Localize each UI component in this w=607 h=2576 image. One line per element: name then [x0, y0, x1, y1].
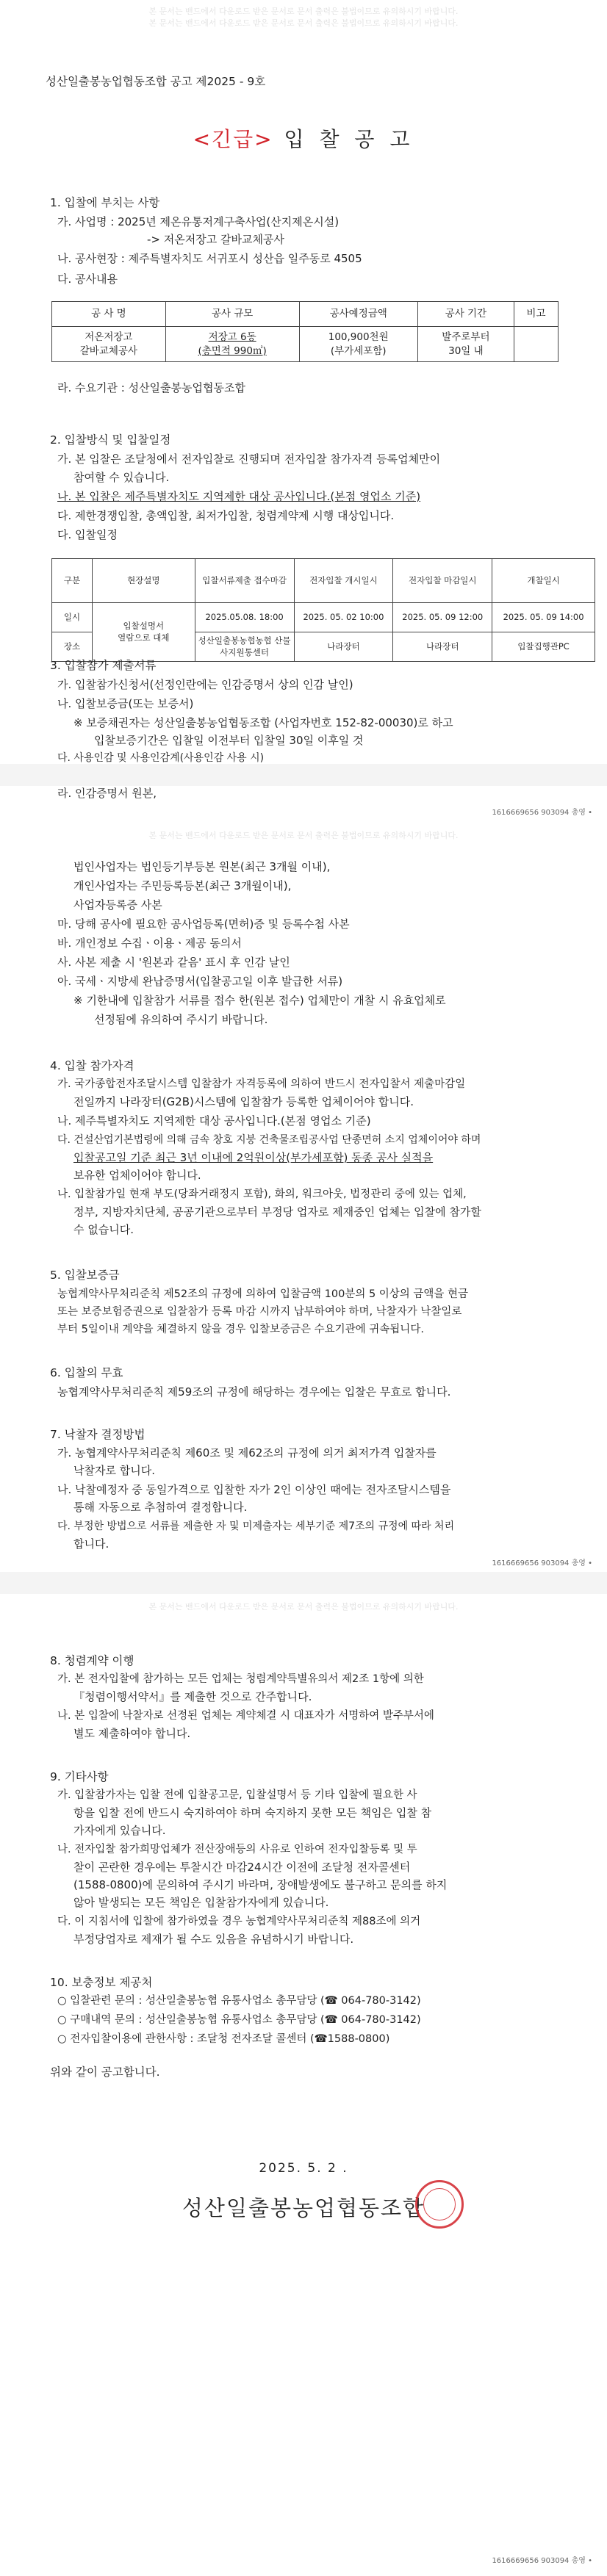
s10-l1: ○ 입찰관련 문의 : 성산일출봉농협 유통사업소 총무담당 (☎ 064-780-3142)	[57, 1995, 421, 2007]
section-1-heading: 1. 입찰에 부치는 사항	[50, 196, 160, 209]
s2-c: 다. 제한경쟁입찰, 총액입찰, 최저가입찰, 청렴계약제 시행 대상입니다.	[57, 509, 395, 522]
s3-a: 가. 입찰참가신청서(선정인란에는 인감증명서 상의 인감 날인)	[57, 678, 353, 691]
watermark: 본 문서는 밴드에서 다운로드 받은 문서로 문서 출력은 불법이므로 유의하시기 바랍니다.	[148, 1602, 459, 1612]
s4-d3: 수 없습니다.	[73, 1223, 134, 1236]
s3-h: 마. 당해 공사에 필요한 공사업등록(면허)증 및 등록수첩 사본	[57, 917, 350, 931]
s2-a2: 참여할 수 있습니다.	[73, 471, 170, 484]
s4-a2: 전일까지 나라장터(G2B)시스템에 입찰참가 등록한 업체이어야 합니다.	[73, 1095, 414, 1108]
watermark: 본 문서는 밴드에서 다운로드 받은 문서로 문서 출력은 불법이므로 유의하시기 바랍니다.	[148, 18, 459, 28]
section-7-heading: 7. 낙찰자 결정방법	[50, 1428, 146, 1441]
page-id: 1616669656 903094 총영 •	[492, 2557, 592, 2565]
s7-a1: 가. 농협계약사무처리준칙 제60조 및 제62조의 규정에 의거 최저가격 입찰자를	[57, 1446, 437, 1460]
s3-e: 법인사업자는 법인등기부등본 원본(최근 3개월 이내),	[73, 860, 331, 873]
closing-text: 위와 같이 공고합니다.	[50, 2066, 160, 2079]
s2-b: 나. 본 입찰은 제주특별자치도 지역제한 대상 공사입니다.(본점 영업소 기준)	[57, 490, 421, 503]
site-cell: 입찰설명서 열람으로 대체	[92, 603, 195, 662]
s9-a2: 항을 입찰 전에 반드시 숙지하여야 하며 숙지하지 못한 모든 책임은 입찰 참	[73, 1806, 432, 1819]
cell-name: 저온저장고 갈바교체공사	[52, 327, 166, 362]
s8-a1: 가. 본 전자입찰에 참가하는 모든 업체는 청렴계약특별유의서 제2조 1항에 의한	[57, 1673, 424, 1685]
s9-c1: 다. 이 지침서에 입찰에 참가하였을 경우 농협계약사무처리준칙 제88조에 의거	[57, 1916, 421, 1927]
page-1	[0, 0, 607, 764]
page-title	[0, 125, 607, 155]
s4-d1: 나. 입찰참가일 현재 부도(당좌거래정지 포함), 화의, 워크아웃, 법정관리 중에 있는 업체,	[57, 1188, 467, 1200]
s3-g: 사업자등록증 사본	[73, 898, 162, 912]
title-main: 입 찰 공 고	[284, 127, 414, 151]
s4-b: 나. 제주특별자치도 지역제한 대상 공사입니다.(본점 영업소 기준)	[57, 1114, 371, 1128]
table-row	[52, 327, 558, 362]
s3-b: 나. 입찰보증금(또는 보증서)	[57, 697, 194, 710]
official-seal-icon	[415, 2180, 464, 2229]
page-gap	[0, 764, 607, 786]
cell-note	[514, 327, 558, 362]
s3-k: 아. 국세ㆍ지방세 완납증명서(입찰공고일 이후 발급한 서류)	[57, 975, 343, 988]
s3-n4: 선정됨에 유의하여 주시기 바랍니다.	[94, 1013, 268, 1026]
section-9-heading: 9. 기타사항	[50, 1770, 109, 1783]
section-5-heading: 5. 입찰보증금	[50, 1269, 120, 1282]
watermark: 본 문서는 밴드에서 다운로드 받은 문서로 문서 출력은 불법이므로 유의하시기 바랍니다.	[148, 831, 459, 840]
section-6-heading: 6. 입찰의 무효	[50, 1366, 123, 1379]
s5-l1: 농협계약사무처리준칙 제52조의 규정에 의하여 입찰금액 100분의 5 이상의 금액을 현금	[57, 1288, 469, 1300]
s1-d: 라. 수요기관 : 성산일출봉농업협동조합	[57, 381, 245, 394]
cell-scale: 저장고 6동 (총면적 990㎡)	[165, 327, 299, 362]
s10-l2: ○ 구매내역 문의 : 성산일출봉농협 유통사업소 총무담당 (☎ 064-780-3142)	[57, 2014, 421, 2026]
s3-n3: ※ 기한내에 입찰참가 서류를 접수 한(원본 접수) 업체만이 개찰 시 유효업체로	[73, 994, 446, 1007]
schedule-table	[51, 558, 595, 662]
s1-a: 가. 사업명 : 2025년 제온유통저계구축사업(산지제온시설)	[57, 215, 340, 228]
s4-c2: 입찰공고일 기준 최근 3년 이내에 2억원이상(부가세포함) 동종 공사 실적을	[73, 1151, 434, 1164]
s8-a2: 『청렴이행서약서』를 제출한 것으로 간주합니다.	[73, 1690, 312, 1703]
s4-a1: 가. 국가종합전자조달시스템 입찰참가 자격등록에 의하여 반드시 전자입찰서 제출마감일	[57, 1078, 466, 1090]
table-row: 장소 성산일출봉농협농협 산물사지원통센터 나라장터 나라장터 입찰집행관PC	[52, 632, 595, 662]
s7-b2: 통해 자동으로 추첨하여 결정합니다.	[73, 1501, 248, 1514]
th-amount: 공사예정금액	[299, 302, 417, 327]
th-period: 공사 기간	[417, 302, 514, 327]
page-3	[0, 1594, 607, 2576]
table-header-row: 구분 현장설명 입찰서류제출 접수마감 전자입찰 개시일시 전자입찰 마감일시 개찰일시	[52, 559, 595, 603]
s9-b4: 않아 발생되는 모든 책임은 입찰참가자에게 있습니다.	[73, 1896, 329, 1909]
s3-n1: ※ 보증채권자는 성산일출봉농업협동조합 (사업자번호 152-82-00030)로 하고	[73, 716, 453, 729]
s5-l3: 부터 5일이내 계약을 체결하지 않을 경우 입찰보증금은 수요기관에 귀속됩니다.	[57, 1324, 424, 1335]
page-gap	[0, 1572, 607, 1594]
cell-amount: 100,900천원 (부가세포함)	[299, 327, 417, 362]
s3-j: 사. 사본 제출 시 '원본과 같음' 표시 후 인감 날인	[57, 956, 290, 969]
cell-period: 발주로부터 30일 내	[417, 327, 514, 362]
s1-b: 나. 공사현장 : 제주특별자치도 서귀포시 성산읍 일주동로 4505	[57, 252, 362, 265]
s3-c: 다. 사용인감 및 사용인감계(사용인감 사용 시)	[57, 752, 265, 764]
title-urgent: <긴급>	[193, 127, 273, 151]
page-id: 1616669656 903094 총영 •	[492, 1559, 592, 1567]
section-4-heading: 4. 입찰 참가자격	[50, 1059, 134, 1072]
s1-a2: -> 저온저장고 갈바교체공사	[147, 233, 284, 246]
notice-date: 2025. 5. 2 .	[259, 2161, 348, 2176]
s2-a1: 가. 본 입찰은 조달청에서 전자입찰로 진행되며 전자입찰 참가자격 등록업체만이	[57, 452, 441, 466]
s8-b1: 나. 본 입찰에 낙찰자로 선정된 업체는 계약체결 시 대표자가 서명하여 발주부서에	[57, 1710, 434, 1722]
s2-d: 다. 입찰일정	[57, 528, 118, 541]
s6-l1: 농협계약사무처리준칙 제59조의 규정에 해당하는 경우에는 입찰은 무효로 합니다.	[57, 1385, 451, 1399]
s9-b1: 나. 전자입찰 참가희망업체가 전산장애등의 사유로 인하여 전자입찰등록 및 투	[57, 1844, 417, 1855]
s4-c1: 다. 건설산업기본법령에 의해 금속 창호 지붕 건축물조립공사업 단종면허 소지 업체이어야 하며	[57, 1134, 481, 1146]
th-name: 공 사 명	[52, 302, 166, 327]
s3-n2: 입찰보증기간은 입찰일 이전부터 입찰일 30일 이후일 것	[94, 734, 364, 747]
notice-number: 성산일출봉농업협동조합 공고 제2025 - 9호	[46, 75, 266, 88]
table-header-row	[52, 302, 558, 327]
watermark: 본 문서는 밴드에서 다운로드 받은 문서로 문서 출력은 불법이므로 유의하시기 바랍니다.	[148, 7, 459, 16]
s4-c3: 보유한 업체이어야 합니다.	[73, 1169, 201, 1182]
organization-name: 성산일출봉농업협동조합	[182, 2196, 425, 2220]
section-3-heading: 3. 입찰참가 제출서류	[50, 659, 157, 672]
work-table	[51, 301, 558, 362]
s7-c2: 합니다.	[73, 1537, 109, 1551]
table-row: 일시 입찰설명서 열람으로 대체 2025.05.08. 18:00 2025. 05. 02 10:00 2025. 05. 09 12:00 2025. 05. 09 14:00	[52, 603, 595, 632]
s3-i: 바. 개인정보 수집ㆍ이용ㆍ제공 동의서	[57, 937, 242, 950]
s5-l2: 또는 보증보험증권으로 입찰참가 등록 마감 시까지 납부하여야 하며, 낙찰자가 낙찰일로	[57, 1306, 462, 1318]
th-scale: 공사 규모	[165, 302, 299, 327]
s1-c: 다. 공사내용	[57, 273, 118, 286]
s3-f: 개인사업자는 주민등록등본(최근 3개월이내),	[73, 879, 292, 892]
s7-a2: 낙찰자로 합니다.	[73, 1464, 155, 1477]
s10-l3: ○ 전자입찰이용에 관한사항 : 조달청 전자조달 콜센터 (☎1588-0800)	[57, 2033, 390, 2045]
s3-d: 라. 인감증명서 원본,	[57, 787, 157, 800]
s9-c2: 부정당업자로 제재가 될 수도 있음을 유념하시기 바랍니다.	[73, 1933, 354, 1946]
s4-d2: 정부, 지방자치단체, 공공기관으로부터 부정당 업자로 제재중인 업체는 입찰에 참가할	[73, 1205, 481, 1219]
s9-b2: 찰이 곤란한 경우에는 투찰시간 마감24시간 이전에 조달청 전자콜센터	[73, 1861, 411, 1874]
s7-b1: 나. 낙찰예정자 중 동일가격으로 입찰한 자가 2인 이상인 때에는 전자조달시스템을	[57, 1483, 451, 1496]
section-10-heading: 10. 보충정보 제공처	[50, 1976, 153, 1989]
s8-b2: 별도 제출하여야 합니다.	[73, 1727, 191, 1740]
s9-a3: 가자에게 있습니다.	[73, 1824, 166, 1837]
section-8-heading: 8. 청렴계약 이행	[50, 1654, 134, 1667]
s9-a1: 가. 입찰참가자는 입찰 전에 입찰공고문, 입찰설명서 등 기타 입찰에 필요한 사	[57, 1789, 417, 1801]
s7-c1: 다. 부정한 방법으로 서류를 제출한 자 및 미제출자는 세부기준 제7조의 규정에 따라 처리	[57, 1520, 455, 1532]
th-note: 비고	[514, 302, 558, 327]
s9-b3: (1588-0800)에 문의하여 주시기 바라며, 장애발생에도 불구하고 문의를 하지	[73, 1878, 448, 1891]
page-id: 1616669656 903094 총영 •	[492, 809, 592, 817]
section-2-heading: 2. 입찰방식 및 입찰일정	[50, 433, 171, 447]
